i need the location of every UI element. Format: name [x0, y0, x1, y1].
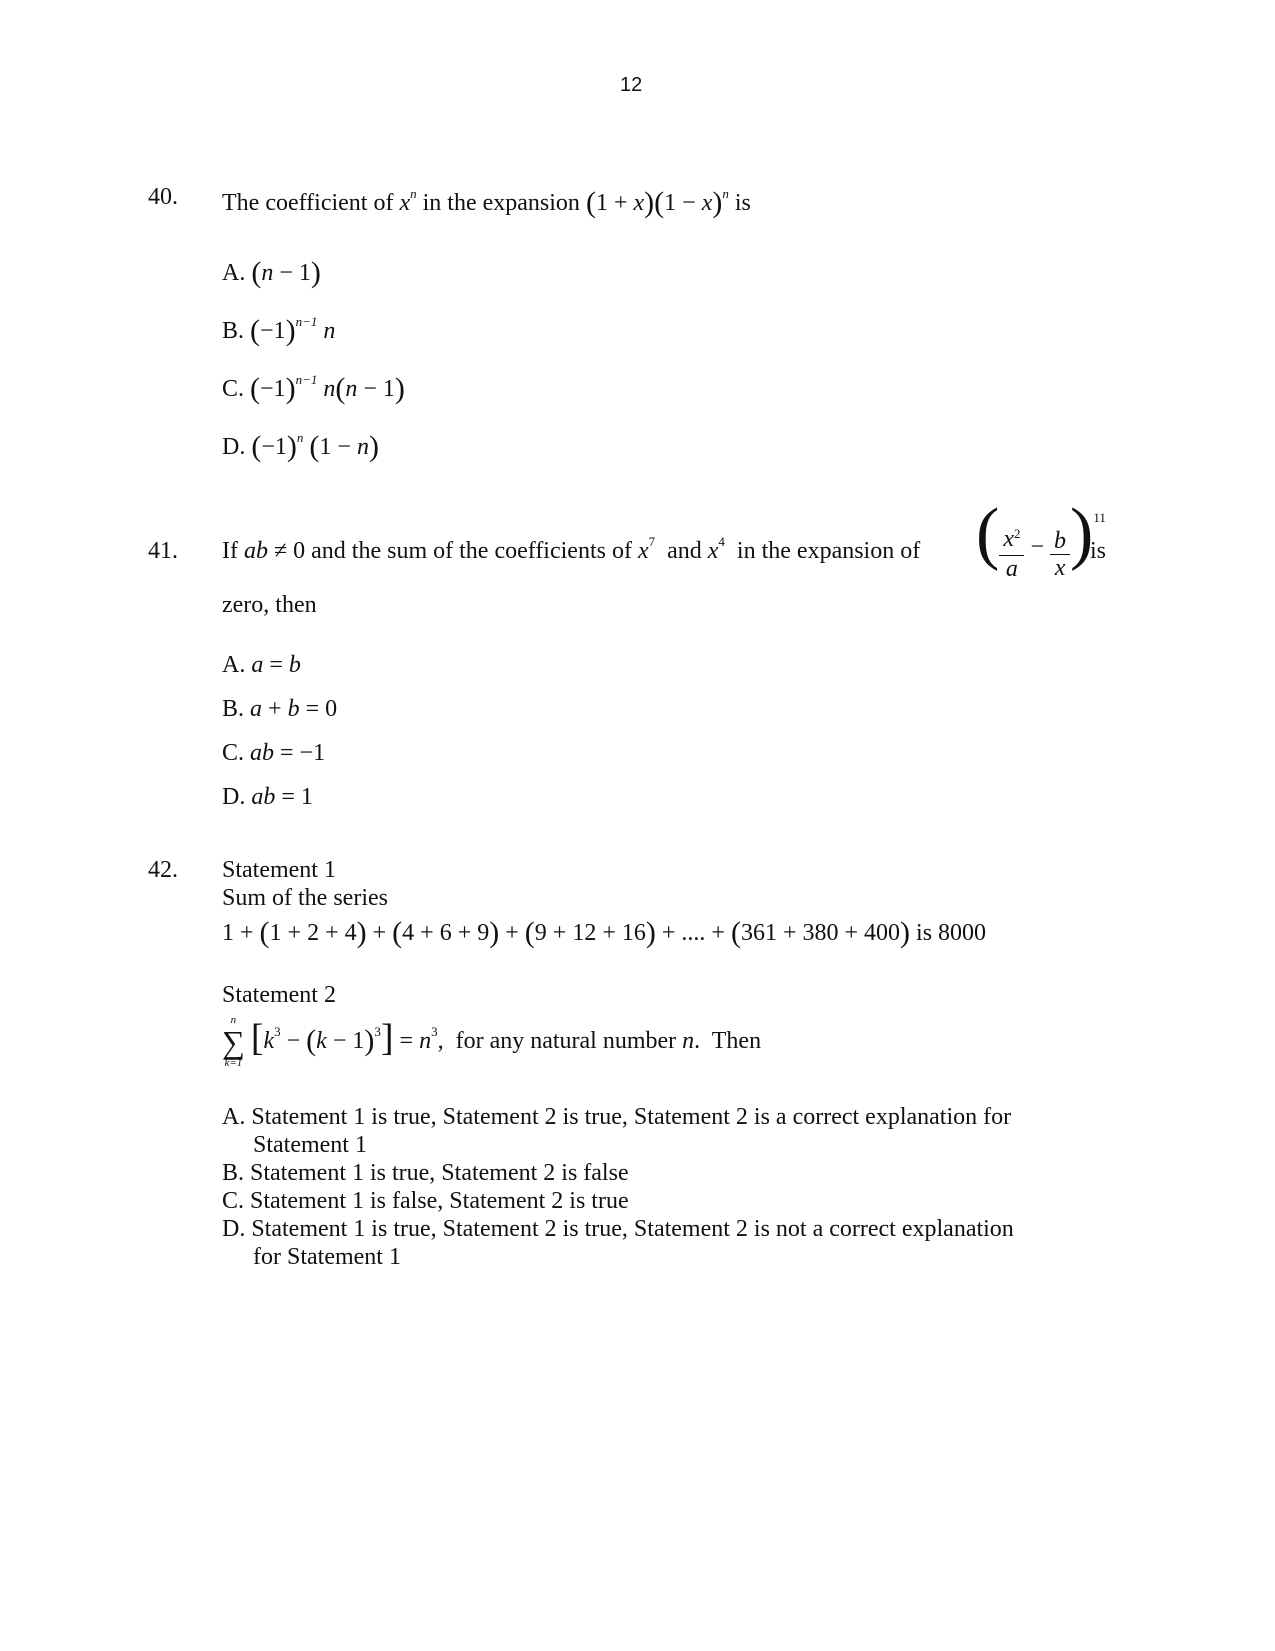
option-text: for Statement 1	[253, 1244, 401, 1270]
option-b[interactable]	[222, 312, 335, 346]
option-math: a + b = 0	[250, 696, 338, 722]
option-d[interactable]	[222, 1215, 1014, 1271]
option-b[interactable]	[222, 696, 337, 723]
option-math: $(-1)^{n-1}$ n	[250, 314, 336, 347]
stem-text: If	[222, 538, 238, 564]
question-number: 42.	[148, 857, 178, 883]
option-label: C.	[222, 376, 245, 402]
page-number: 12	[620, 74, 643, 96]
option-label: B.	[222, 696, 245, 722]
stem-text: is	[734, 190, 751, 216]
option-math: ab = 1	[251, 784, 313, 810]
option-c[interactable]	[222, 740, 325, 767]
sigma-symbol: n ∑ k=1	[222, 1014, 245, 1070]
stem-text: is 8000	[916, 920, 987, 946]
option-d[interactable]	[222, 428, 379, 462]
statement-2-expression: n ∑ k=1 $[k^3 - (k - 1)^3] = n^3$, for any natural number n. Then	[222, 1014, 762, 1070]
statement-2-title: Statement 2	[222, 982, 336, 1008]
option-math: (n − 1)	[251, 256, 321, 289]
option-label: B.	[222, 318, 245, 344]
option-c[interactable]: C. Statement 1 is false, Statement 2 is true	[222, 1188, 629, 1214]
math-term: $x^7$	[637, 534, 656, 564]
option-math: $(-1)^{n-1}$ n(n − 1)	[250, 372, 405, 405]
question-stem	[222, 184, 751, 218]
statement-1-title: Statement 1	[222, 857, 336, 883]
option-text: A. Statement 1 is true, Statement 2 is true, Statement 2 is a correct explanation for	[222, 1104, 1012, 1130]
stem-text: zero, then	[222, 592, 317, 618]
math-expression: $(1 + x)(1 - x)^n$	[585, 186, 729, 219]
stem-text: for any natural number	[455, 1028, 677, 1054]
option-label: A.	[222, 652, 246, 678]
option-a[interactable]	[222, 1103, 1011, 1159]
option-label: D.	[222, 434, 246, 460]
option-b[interactable]: B. Statement 1 is true, Statement 2 is false	[222, 1160, 629, 1186]
series-expression	[222, 914, 986, 948]
option-a[interactable]	[222, 652, 301, 679]
stem-text: in the expansion of	[736, 538, 921, 564]
question-number: 41.	[148, 538, 178, 564]
stem-text: in the expansion	[422, 190, 580, 216]
question-stem	[222, 534, 921, 565]
stem-text: The coefficient of	[222, 190, 394, 216]
option-c[interactable]	[222, 370, 405, 404]
question-number: 40.	[148, 184, 178, 210]
option-a[interactable]	[222, 254, 321, 288]
option-label: A.	[222, 260, 246, 286]
option-math: $(-1)^n$ (1 − n)	[251, 430, 379, 463]
stem-text: and	[667, 538, 702, 564]
math-expression: 1 + (1 + 2 + 4) + (4 + 6 + 9) + (9 + 12 + 16) + .... + (361 + 380 + 400)	[222, 916, 911, 949]
math-expression: ( $\frac{x^2}{a}$ − $\frac{b}{x}$ )$^{11}$	[976, 495, 1106, 583]
option-label: D.	[222, 784, 246, 810]
math-term: $x^4$	[707, 534, 725, 564]
option-math: a = b	[251, 652, 301, 678]
option-math: ab = −1	[250, 740, 326, 766]
option-text: D. Statement 1 is true, Statement 2 is true, Statement 2 is not a correct explanation	[222, 1216, 1014, 1242]
option-text: Statement 1	[253, 1132, 367, 1158]
math-term: $x^n$	[399, 186, 417, 216]
math-expression: $[k^3 - (k - 1)^3] = n^3$,	[250, 1017, 444, 1059]
statement-1-text: Sum of the series	[222, 885, 388, 911]
stem-text: and the sum of the coefficients of	[311, 538, 632, 564]
stem-text: is	[1090, 538, 1107, 564]
math-term: ab ≠ 0	[243, 538, 306, 564]
stem-text: Then	[711, 1028, 762, 1054]
option-d[interactable]	[222, 784, 313, 811]
option-label: C.	[222, 740, 245, 766]
